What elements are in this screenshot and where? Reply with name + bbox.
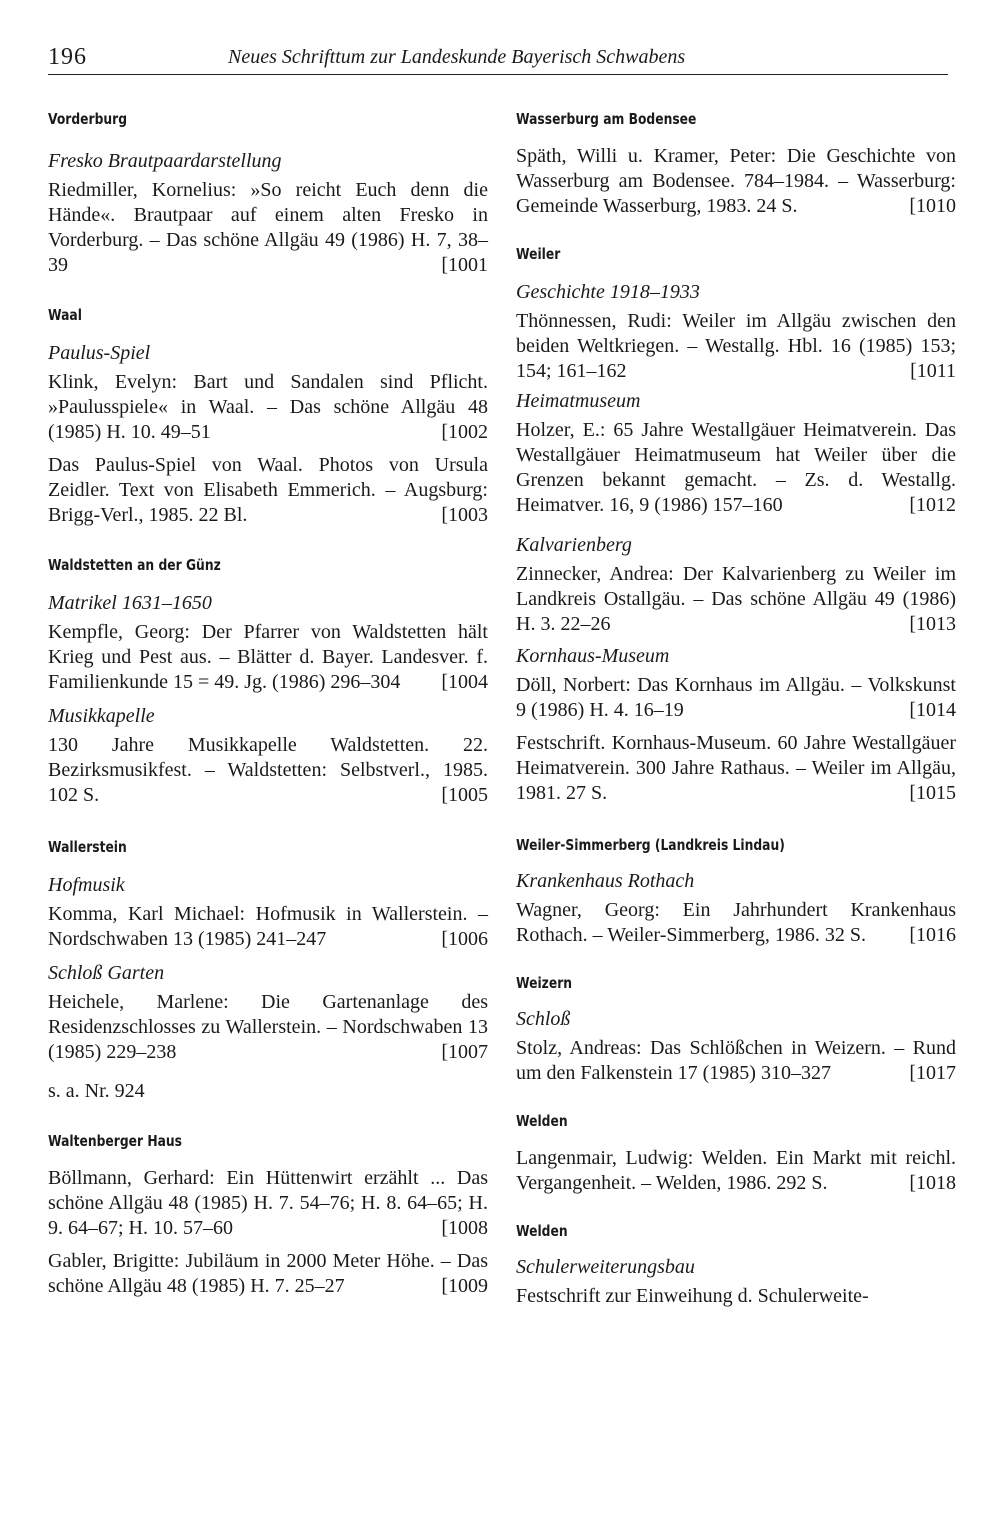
entry-number: [1018 bbox=[909, 1172, 956, 1194]
bibliography-entry bbox=[516, 144, 956, 219]
entry-text: Komma, Karl Michael: Hofmusik in Wallerstein. – Nordschwaben 13 (1985) 241–247 bbox=[48, 903, 488, 950]
bibliography-entry bbox=[48, 370, 488, 445]
left-column bbox=[48, 108, 488, 1299]
entry-number: [1015 bbox=[909, 782, 956, 804]
section-weizern bbox=[516, 972, 956, 1086]
entry-text: Böllmann, Gerhard: Ein Hüttenwirt erzählt ... Das schöne Allgäu 48 (1985) H. 7. 54–76; H. 8. 64–65; H. 9. 64–67; H. 10. 57–60 bbox=[48, 1167, 488, 1239]
section-wallerstein bbox=[48, 836, 488, 1104]
place-heading: Weiler-Simmerberg (Landkreis Lindau) bbox=[516, 836, 785, 854]
subject-heading: Heimatmuseum bbox=[516, 390, 641, 412]
subject-heading: Kalvarienberg bbox=[516, 534, 632, 556]
bibliography-entry bbox=[516, 562, 956, 637]
subject-heading: Krankenhaus Rothach bbox=[516, 870, 695, 892]
entry-number: [1001 bbox=[441, 254, 488, 276]
bibliography-entry bbox=[516, 898, 956, 948]
entry-number: [1008 bbox=[441, 1217, 488, 1239]
page-header bbox=[48, 44, 948, 75]
entry-text: Heichele, Marlene: Die Gartenanlage des Residenzschlosses zu Wallerstein. – Nordschwaben 13 (1985) 229–238 bbox=[48, 991, 488, 1063]
bibliography-entry bbox=[516, 1146, 956, 1196]
subject-heading: Musikkapelle bbox=[48, 705, 155, 727]
place-heading: Welden bbox=[516, 1112, 568, 1130]
entry-text: Stolz, Andreas: Das Schlößchen in Weizern. – Rund um den Falkenstein 17 (1985) 310–327 bbox=[516, 1037, 956, 1084]
right-column bbox=[516, 108, 956, 1309]
entry-text: Döll, Norbert: Das Kornhaus im Allgäu. – Volkskunst 9 (1986) H. 4. 16–19 bbox=[516, 674, 956, 721]
entry-number: [1009 bbox=[441, 1275, 488, 1297]
place-heading: Welden bbox=[516, 1222, 568, 1240]
bibliography-entry bbox=[516, 731, 956, 806]
section-waltenberger-haus bbox=[48, 1130, 488, 1299]
entry-number: [1013 bbox=[909, 613, 956, 635]
subject-heading: Matrikel 1631–1650 bbox=[48, 592, 212, 614]
entry-text: Klink, Evelyn: Bart und Sandalen sind Pflicht. »Paulusspiele« in Waal. – Das schöne Allgäu 48 (1985) H. 10. 49–51 bbox=[48, 371, 488, 443]
place-heading: Wasserburg am Bodensee bbox=[516, 110, 697, 128]
bibliography-entry bbox=[48, 620, 488, 695]
entry-number: [1012 bbox=[909, 494, 956, 516]
subject-heading: Hofmusik bbox=[48, 874, 125, 896]
bibliography-entry bbox=[516, 1036, 956, 1086]
section-welden-schulerweiterungsbau bbox=[516, 1220, 956, 1309]
entry-number: [1014 bbox=[909, 699, 956, 721]
subject-heading: Schloß bbox=[516, 1008, 571, 1030]
entry-text: Zinnecker, Andrea: Der Kalvarienberg zu Weiler im Landkreis Ostallgäu. – Das schöne Allgäu 49 (1986) H. 3. 22–26 bbox=[516, 563, 956, 635]
entry-text: 130 Jahre Musikkapelle Waldstetten. 22. Bezirksmusikfest. – Waldstetten: Selbstverl., 1985. 102 S. bbox=[48, 734, 488, 806]
entry-text: Festschrift zur Einweihung d. Schulerweite- bbox=[516, 1285, 869, 1307]
subject-heading: Schloß Garten bbox=[48, 962, 165, 984]
section-welden bbox=[516, 1110, 956, 1196]
subject-heading: Fresko Brautpaardarstellung bbox=[48, 150, 282, 172]
entry-number: [1005 bbox=[441, 784, 488, 806]
entry-number: [1017 bbox=[909, 1062, 956, 1084]
entry-number: [1010 bbox=[909, 195, 956, 217]
running-title: Neues Schrifttum zur Landeskunde Bayerisch Schwabens bbox=[228, 46, 686, 68]
subject-heading: Geschichte 1918–1933 bbox=[516, 281, 700, 303]
entry-text: Langenmair, Ludwig: Welden. Ein Markt mit reichl. Vergangenheit. – Welden, 1986. 292 S. bbox=[516, 1147, 956, 1194]
place-heading: Weizern bbox=[516, 974, 573, 992]
entry-number: [1006 bbox=[441, 928, 488, 950]
entry-text: Späth, Willi u. Kramer, Peter: Die Geschichte von Wasserburg am Bodensee. 784–1984. – Wasserburg: Gemeinde Wasserburg, 1983. 24 S. bbox=[516, 145, 956, 217]
bibliography-entry bbox=[48, 453, 488, 528]
section-waal bbox=[48, 304, 488, 528]
entry-number: [1011 bbox=[910, 360, 956, 382]
section-waldstetten bbox=[48, 554, 488, 808]
bibliography-entry bbox=[516, 309, 956, 384]
entry-text: Thönnessen, Rudi: Weiler im Allgäu zwischen den beiden Weltkriegen. – Westallg. Hbl. 16 (1985) 153; 154; 161–162 bbox=[516, 310, 956, 382]
entry-number: [1002 bbox=[441, 421, 488, 443]
section-weiler-simmerberg bbox=[516, 834, 956, 948]
place-heading: Waal bbox=[48, 306, 82, 324]
place-heading: Waldstetten an der Günz bbox=[48, 556, 221, 574]
bibliography-entry bbox=[516, 673, 956, 723]
entry-text: Gabler, Brigitte: Jubiläum in 2000 Meter Höhe. – Das schöne Allgäu 48 (1985) H. 7. 25–27 bbox=[48, 1250, 488, 1297]
entry-number: [1003 bbox=[441, 504, 488, 526]
entry-text: Wagner, Georg: Ein Jahrhundert Krankenhaus Rothach. – Weiler-Simmerberg, 1986. 32 S. bbox=[516, 899, 956, 946]
see-also-reference: s. a. Nr. 924 bbox=[48, 1080, 145, 1102]
bibliography-entry bbox=[48, 1166, 488, 1241]
entry-text: Das Paulus-Spiel von Waal. Photos von Ursula Zeidler. Text von Elisabeth Emmerich. – Augsburg: Brigg-Verl., 1985. 22 Bl. bbox=[48, 454, 488, 526]
bibliography-entry bbox=[516, 1284, 956, 1309]
entry-text: Riedmiller, Kornelius: »So reicht Euch denn die Hände«. Brautpaar auf einem alten Fresko in Vorderburg. – Das schöne Allgäu 49 (1986) H. 7, 38–39 bbox=[48, 179, 488, 276]
section-vorderburg bbox=[48, 108, 488, 278]
subject-heading: Schulerweiterungsbau bbox=[516, 1256, 695, 1278]
bibliography-entry bbox=[516, 418, 956, 518]
entry-number: [1004 bbox=[441, 671, 488, 693]
bibliography-entry bbox=[48, 990, 488, 1065]
place-heading: Waltenberger Haus bbox=[48, 1132, 183, 1150]
subject-heading: Kornhaus-Museum bbox=[516, 645, 670, 667]
page-number: 196 bbox=[48, 44, 87, 70]
entry-text: Kempfle, Georg: Der Pfarrer von Waldstetten hält Krieg und Pest aus. – Blätter d. Bayer. Landesver. f. Familienkunde 15 = 49. Jg. (1986) 296–304 bbox=[48, 621, 488, 693]
subject-heading: Paulus-Spiel bbox=[48, 342, 151, 364]
section-weiler bbox=[516, 243, 956, 806]
place-heading: Vorderburg bbox=[48, 110, 128, 128]
place-heading: Wallerstein bbox=[48, 838, 127, 856]
entry-number: [1016 bbox=[909, 924, 956, 946]
place-heading: Weiler bbox=[516, 245, 561, 263]
entry-text: Holzer, E.: 65 Jahre Westallgäuer Heimatverein. Das Westallgäuer Heimatmuseum hat Weiler über die Grenzen bekannt gemacht. – Zs. d. Westallg. Heimatver. 16, 9 (1986) 157–160 bbox=[516, 419, 956, 516]
section-wasserburg bbox=[516, 108, 956, 219]
bibliography-entry bbox=[48, 902, 488, 952]
bibliography-entry bbox=[48, 733, 488, 808]
entry-text: Festschrift. Kornhaus-Museum. 60 Jahre Westallgäuer Heimatverein. 300 Jahre Rathaus. – Weiler im Allgäu, 1981. 27 S. bbox=[516, 732, 956, 804]
bibliography-entry bbox=[48, 178, 488, 278]
bibliography-entry bbox=[48, 1249, 488, 1299]
entry-number: [1007 bbox=[441, 1041, 488, 1063]
